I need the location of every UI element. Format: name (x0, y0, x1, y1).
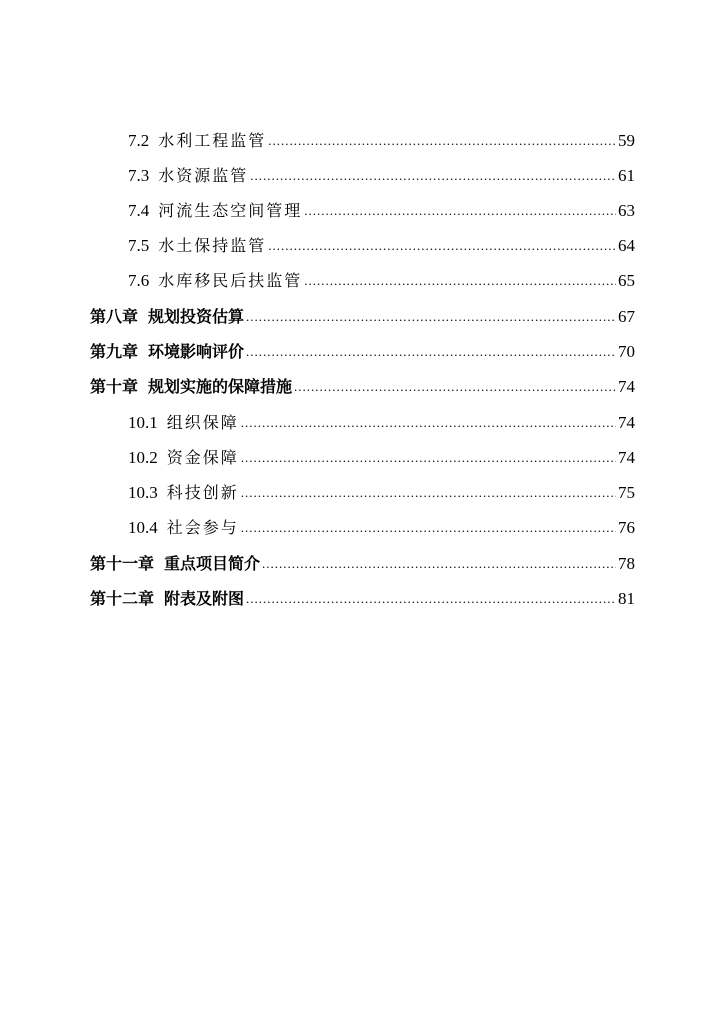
page-number: 64 (618, 236, 635, 255)
toc-chapter-8[interactable] (90, 303, 635, 331)
toc-entry-7-2[interactable] (128, 127, 635, 155)
toc-entry-10-3[interactable] (128, 479, 635, 507)
section-title: 组织保障 (166, 413, 239, 432)
section-number: 7.4 (128, 201, 150, 220)
section-title: 水土保持监管 (158, 236, 267, 255)
section-number: 7.2 (128, 131, 150, 150)
dot-leader (246, 585, 616, 613)
page-number: 74 (618, 377, 635, 396)
chapter-label: 第九章 (90, 342, 139, 361)
page-number: 70 (618, 342, 635, 361)
dot-leader (294, 373, 616, 401)
dot-leader (241, 444, 616, 472)
chapter-label: 第八章 (90, 307, 139, 326)
toc-chapter-10[interactable] (90, 373, 635, 401)
toc-entry-10-4[interactable] (128, 514, 635, 542)
page-number: 81 (618, 589, 635, 608)
toc-chapter-12[interactable] (90, 585, 635, 613)
section-number: 10.2 (128, 448, 158, 467)
page-number: 63 (618, 201, 635, 220)
page-number: 74 (618, 413, 635, 432)
toc-entry-10-2[interactable] (128, 444, 635, 472)
dot-leader (268, 127, 616, 155)
page-number: 67 (618, 307, 635, 326)
dot-leader (241, 514, 616, 542)
dot-leader (241, 479, 616, 507)
section-title: 科技创新 (166, 483, 239, 502)
page-number: 76 (618, 518, 635, 537)
section-number: 7.6 (128, 271, 150, 290)
chapter-label: 第十一章 (90, 554, 155, 573)
chapter-label: 第十章 (90, 377, 139, 396)
dot-leader (250, 162, 616, 190)
chapter-title: 附表及附图 (164, 589, 245, 608)
section-title: 河流生态空间管理 (158, 201, 303, 220)
section-title: 水资源监管 (158, 166, 249, 185)
page-number: 59 (618, 131, 635, 150)
section-number: 7.5 (128, 236, 150, 255)
page-number: 61 (618, 166, 635, 185)
dot-leader (262, 550, 616, 578)
toc-entry-7-3[interactable] (128, 162, 635, 190)
chapter-label: 第十二章 (90, 589, 155, 608)
chapter-title: 规划投资估算 (148, 307, 245, 326)
section-number: 10.3 (128, 483, 158, 502)
page-number: 75 (618, 483, 635, 502)
section-number: 7.3 (128, 166, 150, 185)
chapter-title: 环境影响评价 (148, 342, 245, 361)
dot-leader (246, 303, 616, 331)
section-title: 水库移民后扶监管 (158, 271, 303, 290)
page-number: 78 (618, 554, 635, 573)
page-number: 74 (618, 448, 635, 467)
section-title: 资金保障 (166, 448, 239, 467)
dot-leader (304, 197, 616, 225)
toc-entry-7-6[interactable] (128, 267, 635, 295)
page-number: 65 (618, 271, 635, 290)
chapter-title: 重点项目简介 (164, 554, 261, 573)
section-number: 10.4 (128, 518, 158, 537)
dot-leader (246, 338, 616, 366)
toc-entry-7-4[interactable] (128, 197, 635, 225)
section-number: 10.1 (128, 413, 158, 432)
toc-entry-10-1[interactable] (128, 409, 635, 437)
toc-entry-7-5[interactable] (128, 232, 635, 260)
section-title: 水利工程监管 (158, 131, 267, 150)
section-title: 社会参与 (166, 518, 239, 537)
dot-leader (241, 409, 616, 437)
toc-chapter-11[interactable] (90, 550, 635, 578)
toc-chapter-9[interactable] (90, 338, 635, 366)
dot-leader (304, 267, 616, 295)
chapter-title: 规划实施的保障措施 (148, 377, 293, 396)
dot-leader (268, 232, 616, 260)
